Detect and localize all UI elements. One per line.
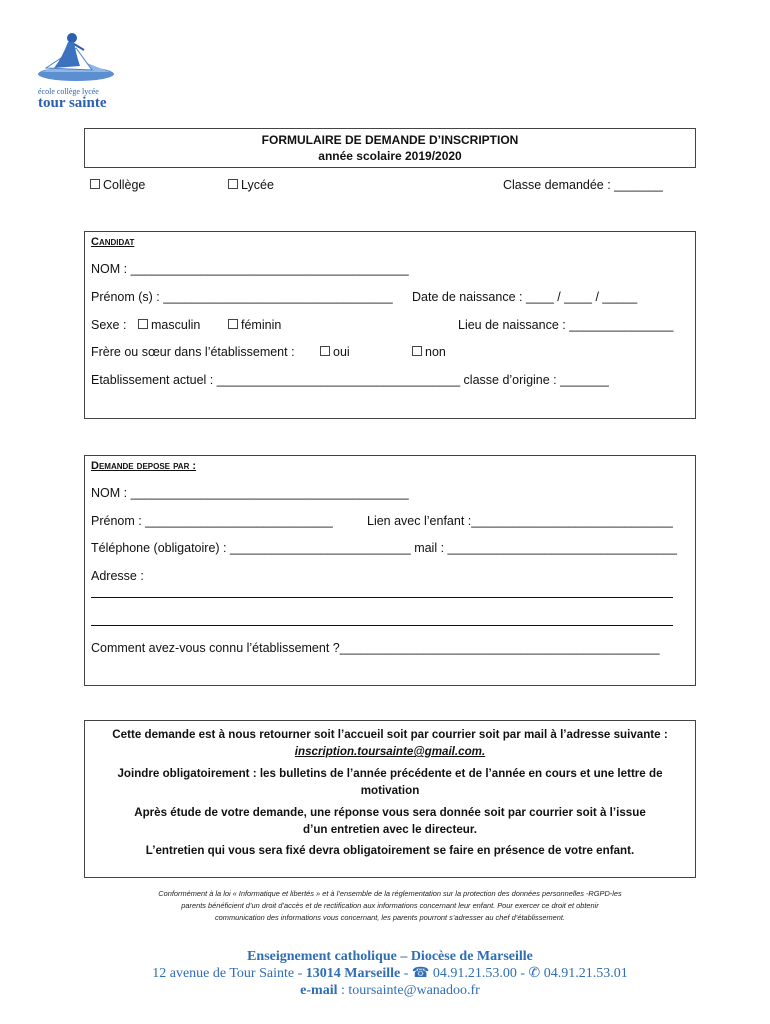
checkbox-non[interactable]: non [412,345,446,359]
footer-email: e-mail : toursainte@wanadoo.fr [300,983,480,998]
classe-demandee-field[interactable]: Classe demandée : _______ [503,178,663,192]
footer-organization: Enseignement catholique – Diocèse de Marseille [247,949,533,964]
checkbox-oui[interactable]: oui [320,345,350,359]
lieu-naissance-field[interactable]: Lieu de naissance : _______________ [458,318,674,332]
legal-notice [84,888,696,924]
notice-return: Cette demande est à nous retourner soit l’accueil soit par courrier soit par mail à l’adresse suivante : [112,728,668,741]
checkbox-icon[interactable] [90,179,100,189]
footer [0,948,770,999]
form-title-box [84,128,696,168]
checkbox-icon[interactable] [138,319,148,329]
connu-field[interactable]: Comment avez-vous connu l’établissement ?______________________________________________ [91,641,660,655]
checkbox-icon[interactable] [228,319,238,329]
adresse-line-1[interactable] [91,597,673,598]
demandeur-heading: Demande depose par : [91,460,197,472]
date-naissance-field[interactable]: Date de naissance : ____ / ____ / _____ [412,290,638,304]
lien-enfant-field[interactable]: Lien avec l’enfant :_____________________________ [367,514,673,528]
demandeur-nom-field[interactable]: NOM : ________________________________________ [91,486,409,500]
candidat-prenom-field[interactable]: Prénom (s) : _________________________________ [91,290,393,304]
notice-email-link[interactable]: inscription.toursainte@gmail.com. [294,745,486,758]
notice-attachments: Joindre obligatoirement : les bulletins de l’année précédente et de l’année en cours et une lettre de motivation [117,767,663,797]
school-logo [32,28,122,111]
adresse-label: Adresse : [91,569,144,583]
sexe-label: Sexe : [91,318,127,332]
checkbox-feminin[interactable]: féminin [228,318,281,332]
logo-figure-icon [32,28,122,88]
fratrie-label: Frère ou sœur dans l’établissement : [91,345,295,359]
footer-address: 12 avenue de Tour Sainte - 13014 Marseille - ☎ 04.91.21.53.00 - ✆ 04.91.21.53.01 [152,966,628,981]
telephone-mail-field[interactable]: Téléphone (obligatoire) : __________________________ mail : _________________________________ [91,541,677,555]
notice-response: Après étude de votre demande, une réponse vous sera donnée soit par courrier soit à l’issue d’un entretien avec le directeur. [134,806,646,836]
checkbox-icon[interactable] [320,346,330,356]
footer-email-link[interactable]: toursainte@wanadoo.fr [348,983,480,998]
candidat-heading: Candidat [91,236,135,248]
logo-text-top: école collège lycée [38,87,99,96]
notice-box [84,720,696,878]
legal-line-1: Conformément à la loi « Informatique et libertés » et à l’ensemble de la réglementation sur la protection des données personnelles -RGPD-les [158,889,622,898]
legal-line-3: communication des informations vous concernant, les parents pourront s’adresser au chef d’établissement. [214,913,565,922]
candidat-nom-field[interactable]: NOM : ________________________________________ [91,262,409,276]
school-year: année scolaire 2019/2020 [318,149,462,163]
notice-interview: L’entretien qui vous sera fixé devra obligatoirement se faire en présence de votre enfant. [145,844,635,857]
etablissement-actuel-field[interactable]: Etablissement actuel : ___________________________________ classe d’origine : _______ [91,373,609,387]
legal-line-2: parents bénéficient d’un droit d’accès et de rectification aux informations concernant leur enfant. Pour exercer ce droit et obtenir [181,901,599,910]
checkbox-icon[interactable] [228,179,238,189]
logo-text-name: tour sainte [38,95,107,111]
checkbox-icon[interactable] [412,346,422,356]
demandeur-prenom-field[interactable]: Prénom : ___________________________ [91,514,333,528]
checkbox-college[interactable]: Collège [90,178,145,192]
checkbox-masculin[interactable]: masculin [138,318,200,332]
checkbox-lycee[interactable]: Lycée [228,178,274,192]
form-title: FORMULAIRE DE DEMANDE D’INSCRIPTION [261,133,519,147]
adresse-line-2[interactable] [91,625,673,626]
